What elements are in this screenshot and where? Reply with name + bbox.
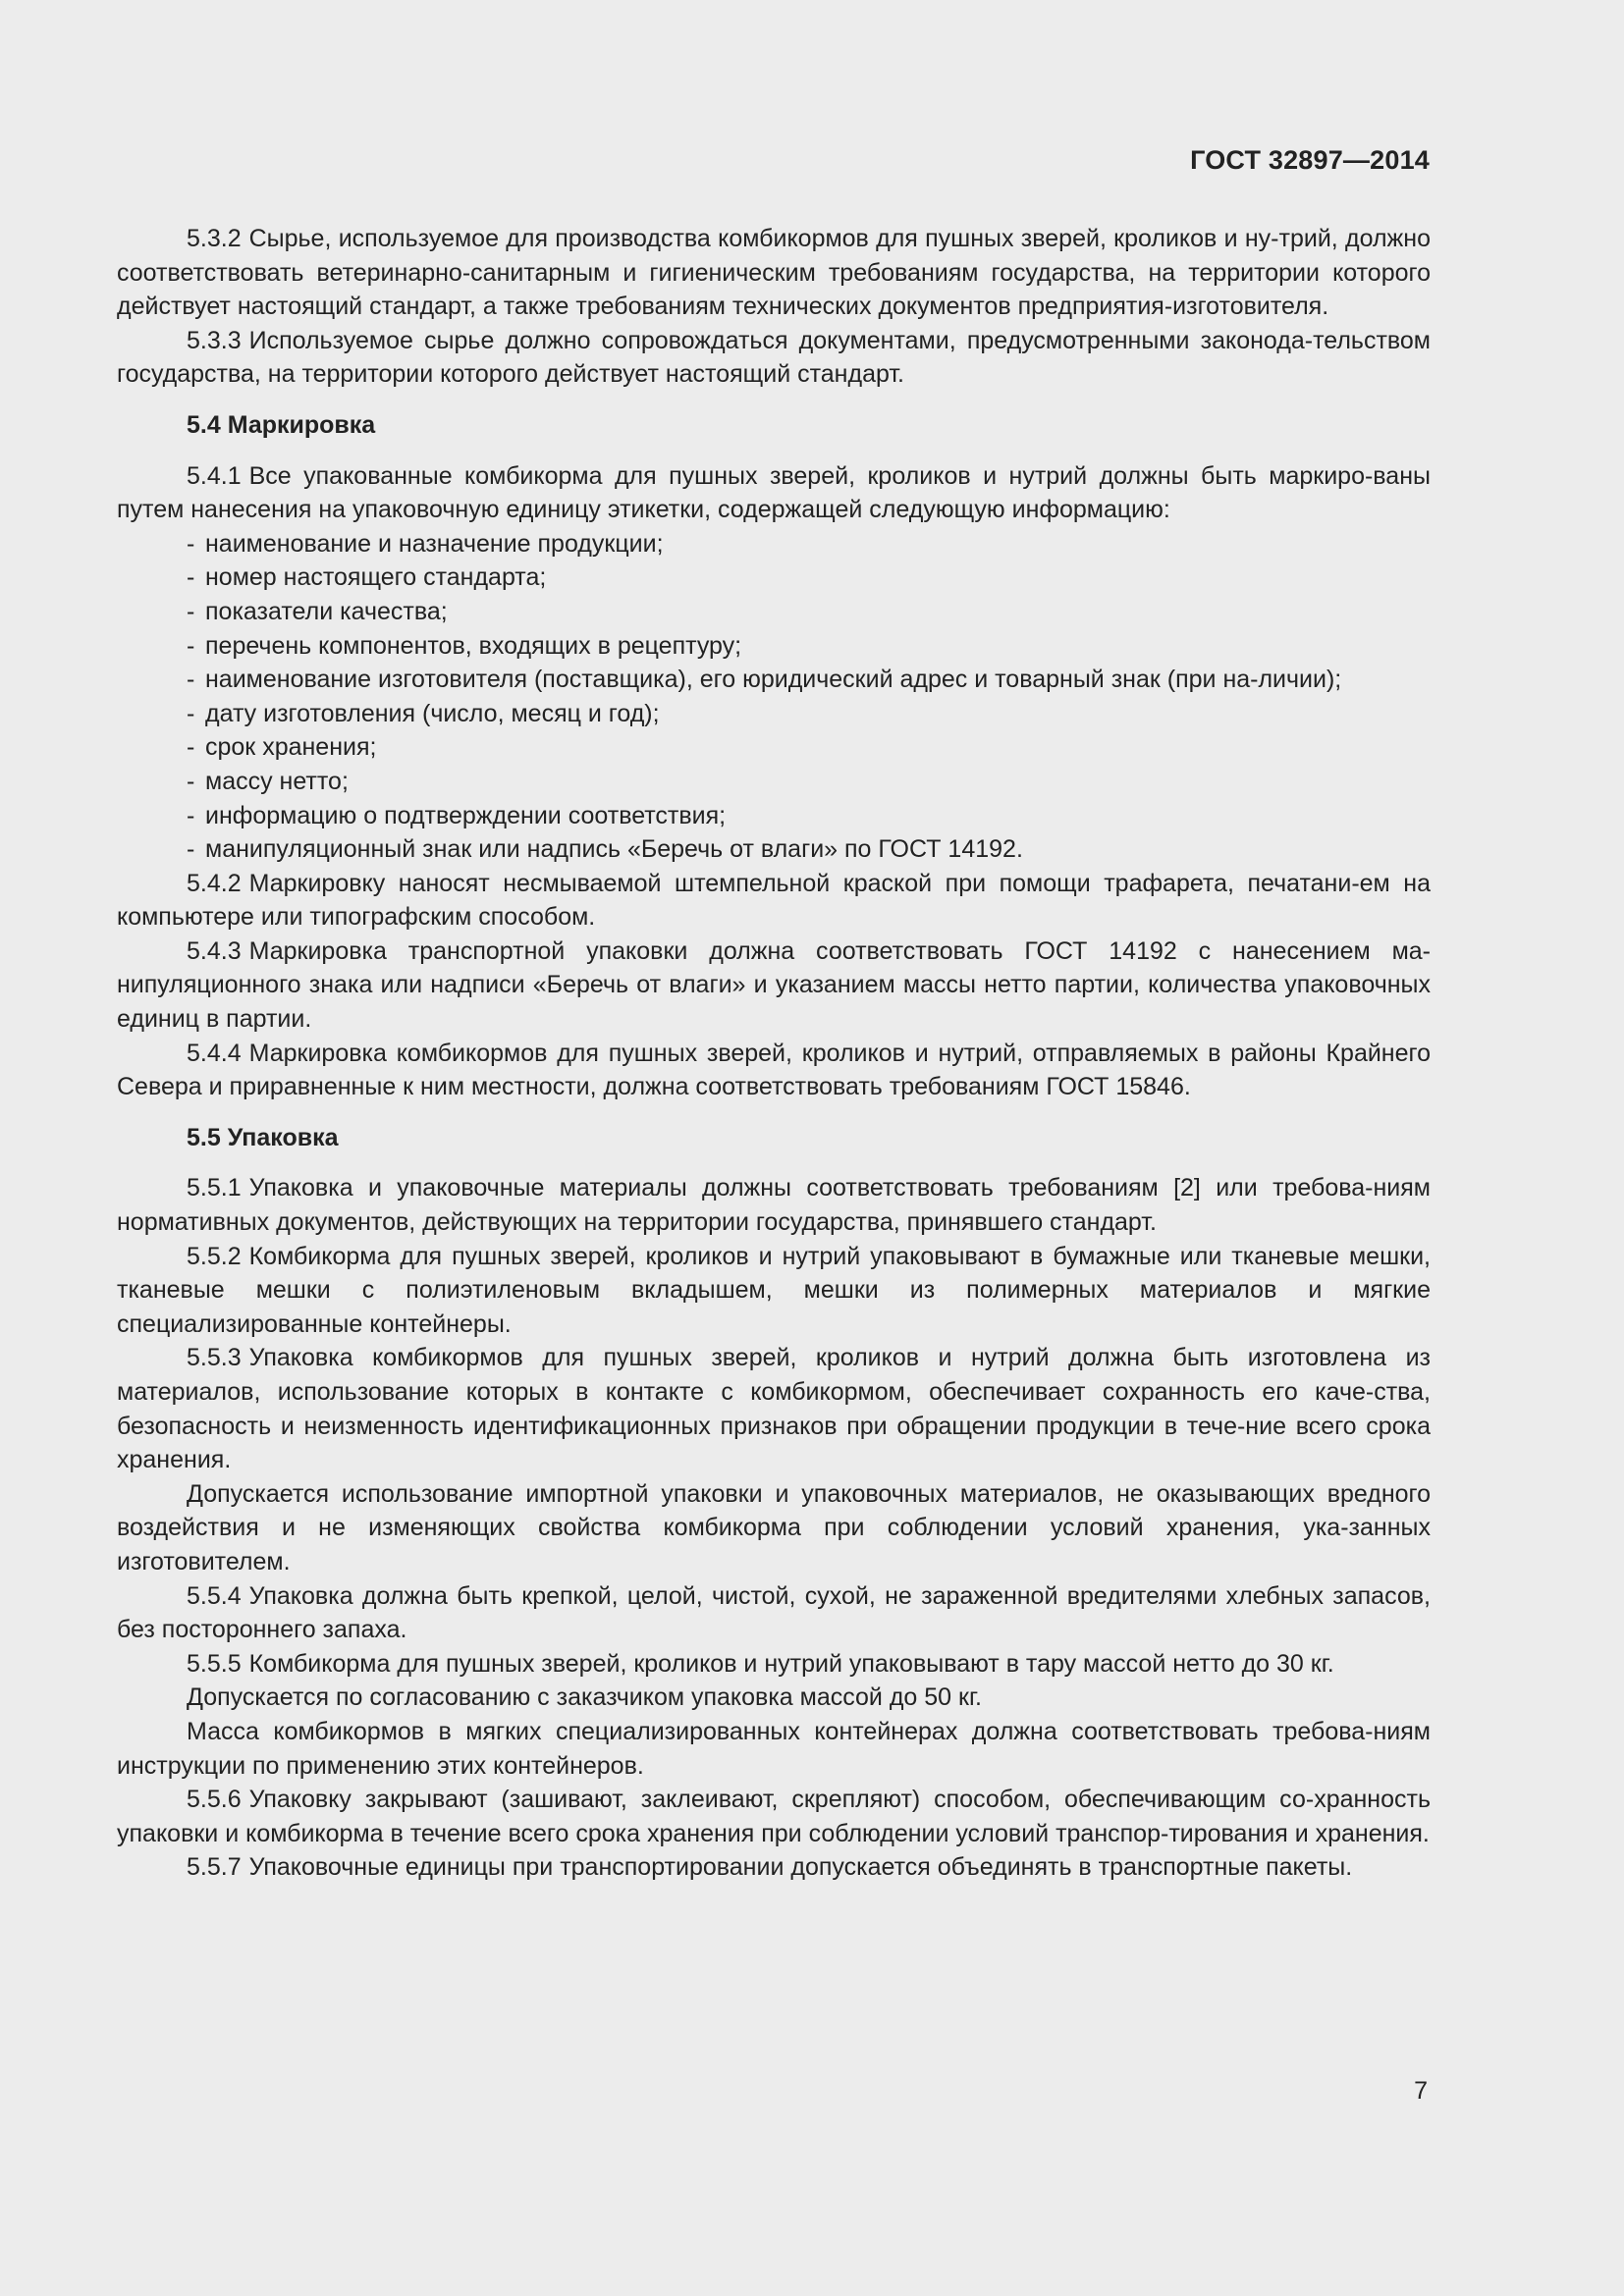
clause-number: 5.4.2 [187, 869, 242, 897]
paragraph-text: Упаковочные единицы при транспортировании допускается объединять в транспортные пакеты. [248, 1853, 1353, 1882]
paragraph-text: Упаковку закрывают (зашивают, заклеивают, скрепляют) способом, обеспечивающим со-хранность упаковки и комбикорма в течение всего срока хранения при соблюдении условий транспор-тирования и хранения. [117, 1786, 1431, 1847]
paragraph-text: Комбикорма для пушных зверей, кроликов и нутрий упаковывают в бумажные или тканевые мешки, тканевые мешки с полиэтиленовым вкладышем, мешки из полимерных материалов и мягкие специализированные контейнеры. [117, 1242, 1431, 1338]
paragraph-text: Маркировку наносят несмываемой штемпельной краской при помощи трафарета, печатани-ем на компьютере или типографским способом. [117, 869, 1431, 932]
list-item-text: массу нетто; [205, 767, 349, 795]
paragraph-5-4-3 [117, 934, 1431, 1037]
list-item-text: наименование и назначение продукции; [205, 529, 664, 558]
paragraph-5-4-4 [117, 1037, 1431, 1104]
list-item-text: дату изготовления (число, месяц и год); [205, 699, 660, 727]
clause-number: 5.4.1 [187, 461, 242, 490]
list-item-text: номер настоящего стандарта; [205, 563, 547, 592]
document-code-header: ГОСТ 32897—2014 [1190, 145, 1430, 175]
paragraph-5-4-2 [117, 867, 1431, 934]
paragraph-5-5-5-mass: Масса комбикормов в мягких специализированных контейнерах должна соответствовать требова-ниям инструкции по применению этих контейнеров. [117, 1717, 1431, 1780]
paragraph-5-5-1 [117, 1171, 1431, 1239]
list-item-text: информацию о подтверждении соответствия; [205, 801, 727, 829]
clause-number: 5.5.5 [187, 1649, 242, 1678]
list-item: - информацию о подтверждении соответствия; [187, 801, 727, 829]
clause-number: 5.5.4 [187, 1581, 242, 1610]
paragraph-text: Маркировка комбикормов для пушных зверей, кроликов и нутрий, отправляемых в районы Крайнего Севера и приравненные к ним местности, должна соответствовать требованиям ГОСТ 15846. [117, 1039, 1431, 1101]
paragraph-5-4-1 [117, 459, 1431, 527]
paragraph-text: Упаковка должна быть крепкой, целой, чистой, сухой, не зараженной вредителями хлебных запасов, без постороннего запаха. [117, 1581, 1431, 1644]
list-item: - показатели качества; [187, 597, 448, 625]
list-item: - дату изготовления (число, месяц и год); [187, 699, 660, 727]
paragraph-5-3-2 [117, 222, 1431, 324]
list-item: - срок хранения; [187, 733, 377, 762]
clause-number: 5.5.1 [187, 1174, 242, 1202]
clause-number: 5.5.6 [187, 1786, 242, 1814]
clause-number: 5.3.3 [187, 326, 242, 354]
clause-number: 5.4.4 [187, 1039, 242, 1067]
list-item-text: срок хранения; [205, 733, 377, 762]
paragraph-5-5-5-note: Допускается по согласованию с заказчиком упаковка массой до 50 кг. [187, 1683, 982, 1712]
list-item: - перечень компонентов, входящих в рецептуру; [187, 631, 742, 660]
list-item: - манипуляционный знак или надпись «Беречь от влаги» по ГОСТ 14192. [187, 835, 1023, 864]
list-item-text: перечень компонентов, входящих в рецептуру; [205, 631, 742, 660]
paragraph-text: Упаковка и упаковочные материалы должны соответствовать требованиям [2] или требова-ниям нормативных документов, действующих на территории государства, принявшего стандарт. [117, 1174, 1431, 1237]
paragraph-text: Маркировка транспортной упаковки должна соответствовать ГОСТ 14192 с нанесением ма-нипуляционного знака или надписи «Беречь от влаги» и указанием массы нетто партии, количества упаковочных единиц в партии. [117, 936, 1431, 1034]
paragraph-5-5-4 [117, 1579, 1431, 1647]
list-item-text: манипуляционный знак или надпись «Беречь от влаги» по ГОСТ 14192. [205, 835, 1023, 864]
clause-number: 5.3.2 [187, 225, 242, 252]
paragraph-text: Комбикорма для пушных зверей, кроликов и нутрий упаковывают в тару массой нетто до 30 кг. [248, 1649, 1334, 1678]
clause-number: 5.5.7 [187, 1853, 242, 1882]
section-heading-5-4: 5.4 Маркировка [187, 410, 376, 439]
list-item: - номер настоящего стандарта; [187, 563, 547, 592]
list-item-text: наименование изготовителя (поставщика), его юридический адрес и товарный знак (при на-личии); [205, 666, 1342, 694]
page-number: 7 [1414, 2077, 1428, 2105]
clause-number: 5.5.3 [187, 1344, 242, 1372]
list-item-text: показатели качества; [205, 597, 448, 625]
paragraph-text: Все упакованные комбикорма для пушных зверей, кроликов и нутрий должны быть маркиро-ваны путем нанесения на упаковочную единицу этикетки, содержащей следующую информацию: [117, 461, 1431, 524]
list-item: - наименование изготовителя (поставщика), его юридический адрес и товарный знак (при на-личии); [187, 666, 1342, 694]
clause-number: 5.4.3 [187, 936, 242, 965]
list-item: - массу нетто; [187, 767, 349, 795]
paragraph-5-5-3 [117, 1341, 1431, 1476]
paragraph-5-5-6 [117, 1783, 1431, 1850]
clause-number: 5.5.2 [187, 1242, 242, 1270]
paragraph-text: Упаковка комбикормов для пушных зверей, кроликов и нутрий должна быть изготовлена из материалов, использование которых в контакте с комбикормом, обеспечивает сохранность его каче-ства, безопасность и неизменность идентификационных признаков при обращении продукции в тече-ние всего срока хранения. [117, 1344, 1431, 1474]
document-body [117, 222, 1431, 1885]
paragraph-5-5-2 [117, 1240, 1431, 1342]
paragraph-5-5-3-note: Допускается использование импортной упаковки и упаковочных материалов, не оказывающих вредного воздействия и не изменяющих свойства комбикорма при соблюдении условий хранения, ука-занных изготовителем. [117, 1479, 1431, 1575]
paragraph-5-5-5 [117, 1647, 1431, 1682]
paragraph-5-3-3 [117, 324, 1431, 392]
paragraph-5-5-7 [117, 1850, 1431, 1885]
list-item: - наименование и назначение продукции; [187, 529, 664, 558]
paragraph-text: Используемое сырье должно сопровождаться документами, предусмотренными законода-тельством государства, на территории которого действует настоящий стандарт. [117, 326, 1431, 389]
paragraph-text: Сырье, используемое для производства комбикормов для пушных зверей, кроликов и ну-трий, должно соответствовать ветеринарно-санитарным и гигиеническим требованиям государства, на территории которого действует настоящий стандарт, а также требованиям технических документов предприятия-изготовителя. [117, 225, 1431, 321]
section-heading-5-5: 5.5 Упаковка [187, 1123, 339, 1151]
